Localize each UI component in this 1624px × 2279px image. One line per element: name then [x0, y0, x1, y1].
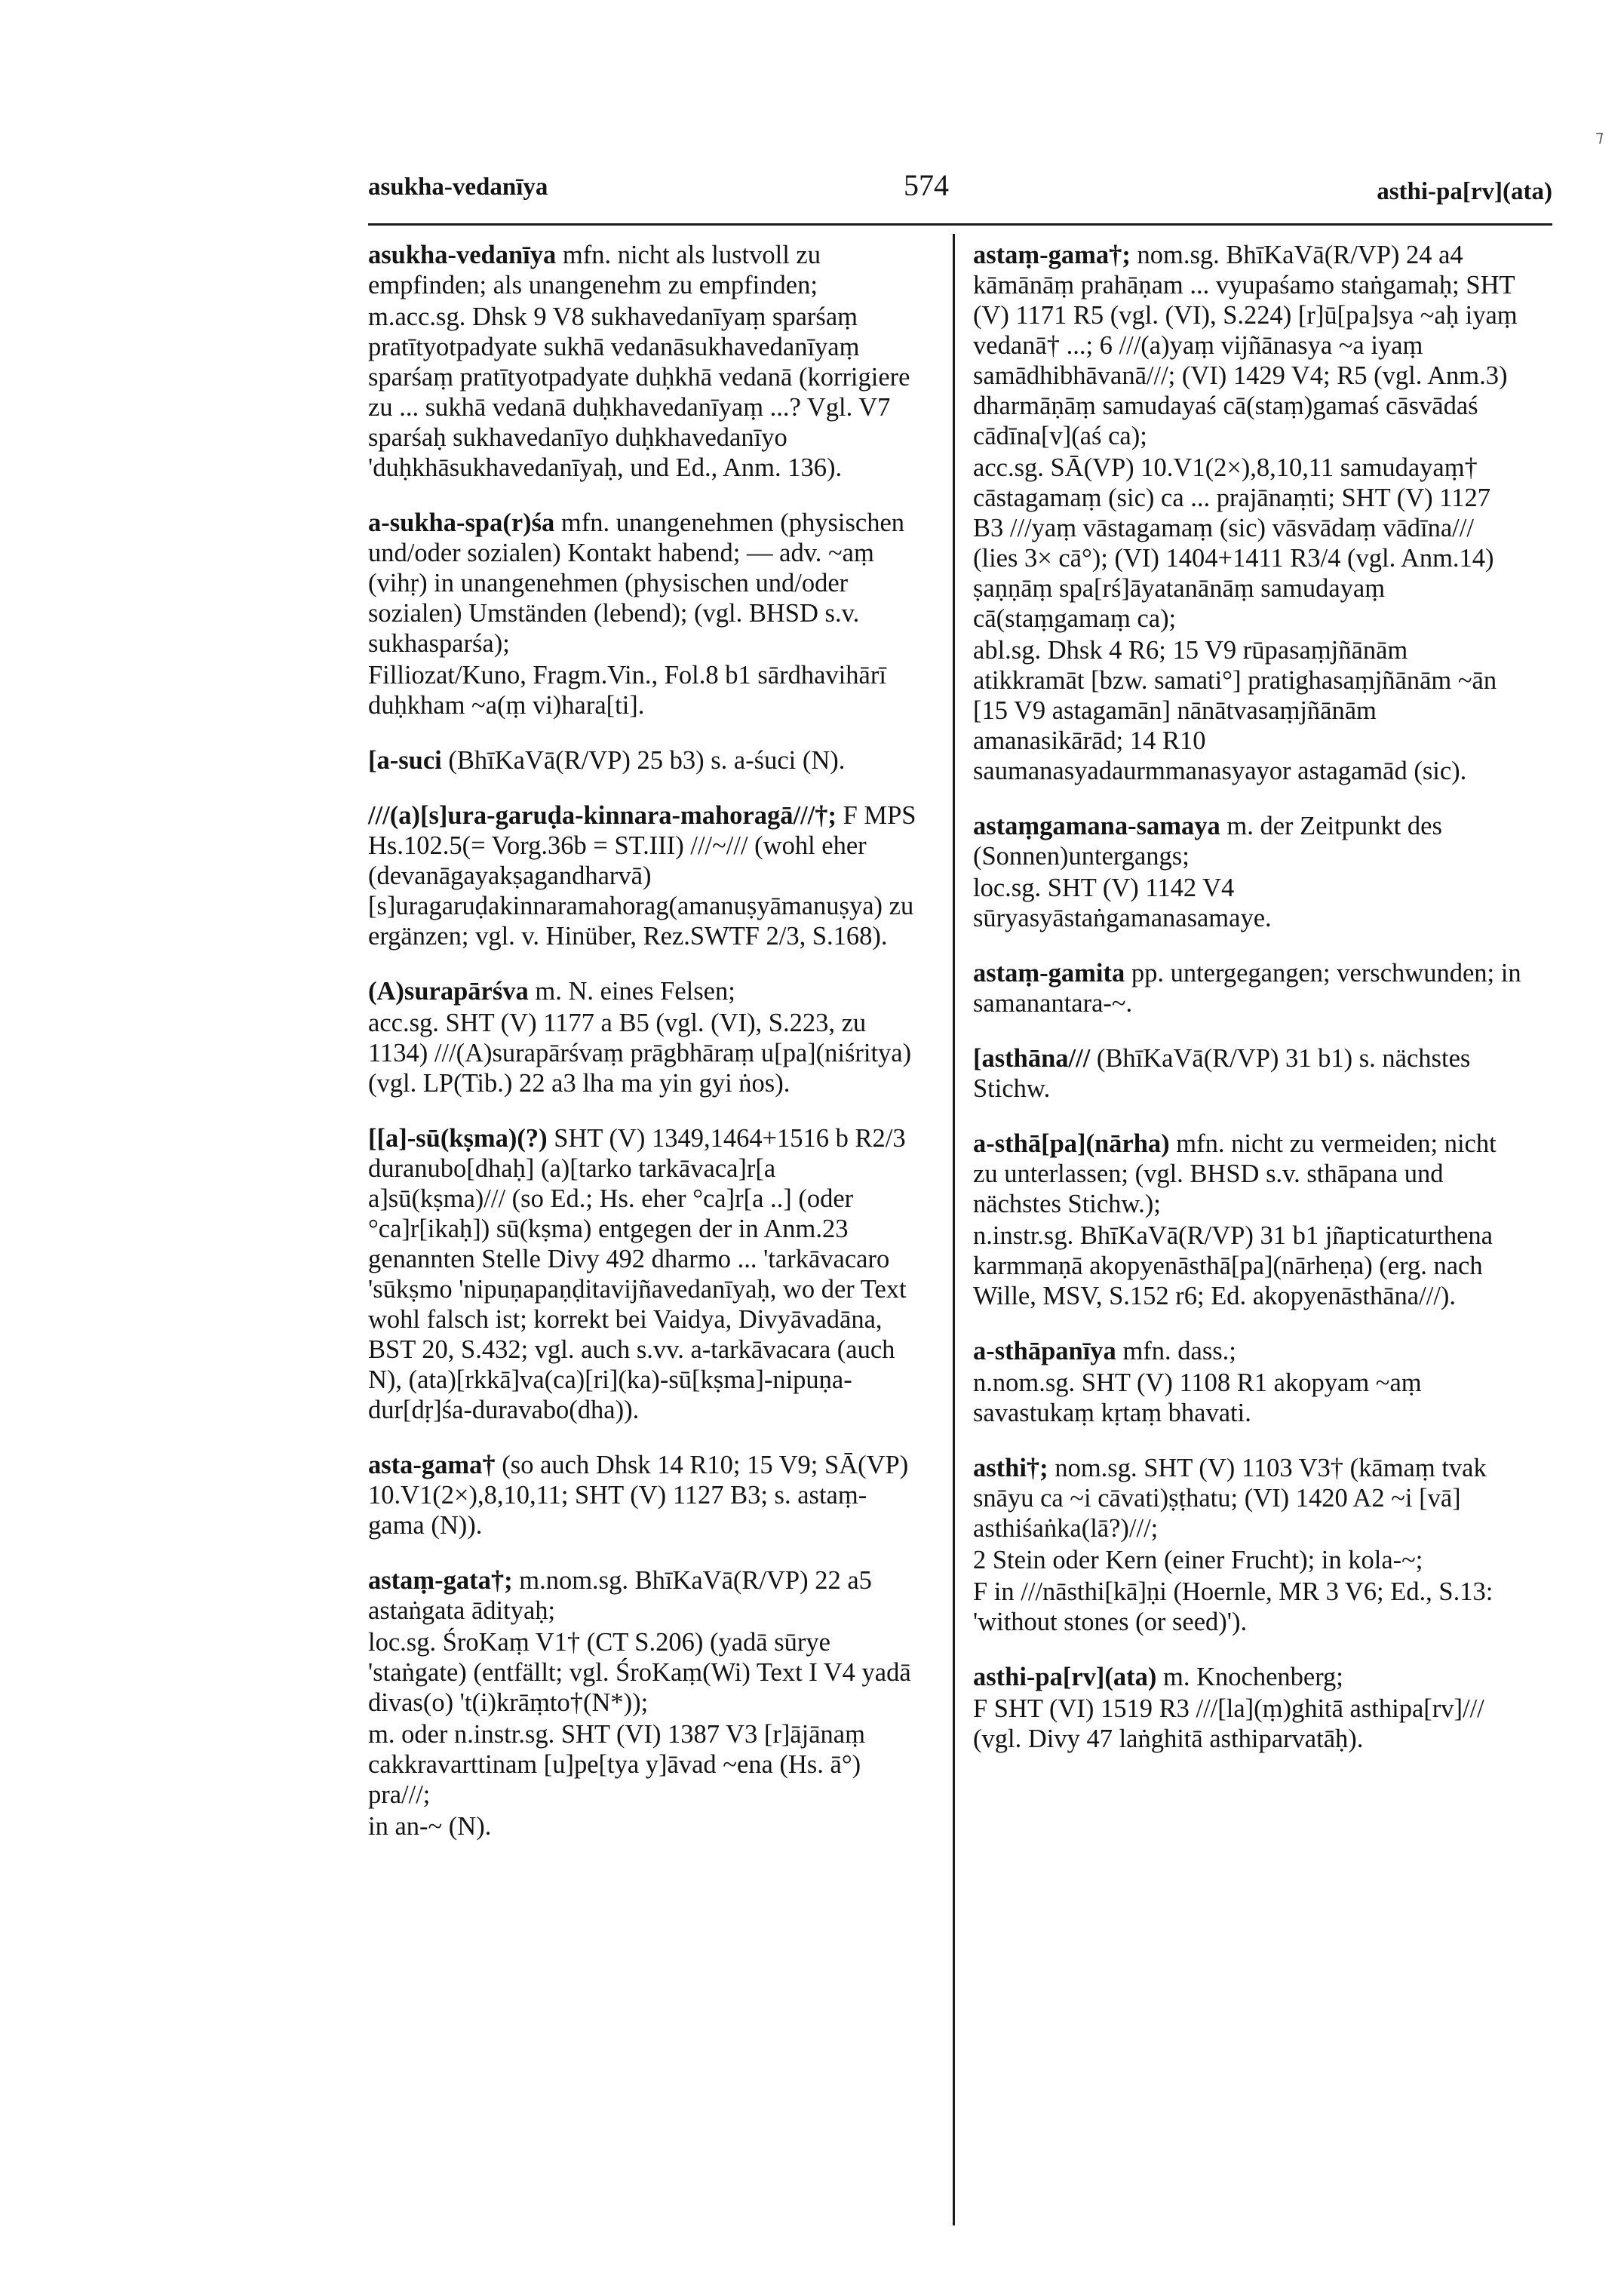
dictionary-entry	[368, 240, 917, 483]
dictionary-entry	[973, 1662, 1524, 1754]
right-column	[973, 240, 1524, 1779]
entry-citation	[368, 660, 917, 720]
entry-headword: [a-suci	[368, 746, 442, 775]
dictionary-entry	[368, 1450, 917, 1540]
entry-definition	[973, 1129, 1524, 1219]
entry-text: F MPS Hs.102.5(= Vorg.36b = ST.III) ///~/// (wohl eher (devanāgayakṣagandharvā)[s]uragaruḍakinnaramahorag(amanuṣyāmanuṣya) zu ergänzen; vgl. v. Hinüber, Rez.SWTF 2/3, S.168).	[368, 801, 916, 951]
entry-definition	[973, 1336, 1524, 1366]
entry-citation	[973, 1221, 1524, 1311]
entry-text: mfn. unangenehmen (physischen und/oder sozialen) Kontakt habend; — adv. ~aṃ (vihṛ) in unangenehmen (physischen und/oder sozialen) Umständen (lebend); (vgl. BHSD s.v. sukhasparśa);	[368, 508, 905, 658]
entry-headword: asukha-vedanīya	[368, 241, 557, 269]
entry-text: (BhīKaVā(R/VP) 25 b3) s. a-śuci (N).	[448, 746, 846, 775]
entry-definition	[973, 1453, 1524, 1543]
dictionary-entry	[973, 1453, 1524, 1637]
entry-text: (so auch Dhsk 14 R10; 15 V9; SĀ(VP) 10.V1(2×),8,10,11; SHT (V) 1127 B3; s. astaṃ-gama (N)).	[368, 1451, 909, 1540]
header-left-headword: asukha-vedanīya	[368, 174, 548, 201]
entry-citation	[368, 1719, 917, 1810]
entry-text: nom.sg. SHT (V) 1103 V3† (kāmaṃ tvak snāyu ca ~i cāvati)ṣṭhatu; (VI) 1420 A2 ~i [vā] asthiśaṅka(lā?)///;	[973, 1454, 1487, 1543]
column-divider	[953, 234, 955, 2225]
running-header	[368, 167, 1552, 213]
dictionary-entry	[973, 1129, 1524, 1311]
entry-headword: a-sukha-spa(r)śa	[368, 508, 555, 537]
entry-definition	[973, 240, 1524, 451]
entry-text: (BhīKaVā(R/VP) 31 b1) s. nächstes Stichw.	[973, 1044, 1471, 1103]
entry-citation	[973, 1545, 1524, 1575]
entry-headword: astaṃ-gama†;	[973, 241, 1131, 269]
entry-text: nom.sg. BhīKaVā(R/VP) 24 a4 kāmānāṃ prahāṇam ... vyupaśamo staṅgamaḥ; SHT (V) 1171 R5 (vgl. (VI), S.224) [r]ū[pa]sya ~aḥ iyaṃ vedanā† ...; 6 ///(a)yaṃ vijñānasya ~a iyaṃ samādhibhāvanā///; (VI) 1429 V4; R5 (vgl. Anm.3) dharmāṇāṃ samudayaś cā(staṃ)gamaś cāsvādaś cādīna[v](aś ca);	[973, 241, 1518, 450]
page-number: 574	[904, 168, 949, 202]
corner-mark: ⁊	[1595, 127, 1604, 146]
dictionary-entry	[973, 958, 1524, 1018]
entry-text: in an-~ (N).	[368, 1812, 492, 1841]
entry-text: F in ///nāsthi[kā]ṇi (Hoernle, MR 3 V6; Ed., S.13: 'without stones (or seed)').	[973, 1577, 1494, 1636]
left-column	[368, 240, 917, 1866]
entry-text: pp. untergegangen; verschwunden; in samanantara-~.	[973, 959, 1521, 1018]
entry-headword: ///(a)[s]ura-garuḍa-kinnara-mahoragā///†;	[368, 801, 837, 830]
entry-text: mfn. nicht als lustvoll zu empfinden; als unangenehm zu empfinden;	[368, 241, 821, 299]
entry-text: mfn. dass.;	[1122, 1337, 1236, 1365]
dictionary-entry	[368, 1123, 917, 1425]
entry-headword: asthi†;	[973, 1454, 1048, 1482]
entry-text: m. der Zeitpunkt des (Sonnen)untergangs;	[973, 812, 1442, 871]
entry-citation	[368, 302, 917, 483]
entry-text: loc.sg. SHT (V) 1142 V4 sūryasyāstaṅgamanasamaye.	[973, 874, 1272, 932]
entry-text: m.acc.sg. Dhsk 9 V8 sukhavedanīyaṃ sparśaṃ pratītyotpadyate sukhā vedanāsukhavedanīyaṃ sparśaṃ pratītyotpadyate duḥkhā vedanā (korrigiere zu ... sukhā vedanā duḥkhavedanīyaṃ ...? Vgl. V7 sparśaḥ sukhavedanīyo duḥkhavedanīyo 'duḥkhāsukhavedanīyaḥ, und Ed., Anm. 136).	[368, 303, 910, 482]
entry-definition	[368, 1450, 917, 1540]
entry-text: acc.sg. SHT (V) 1177 a B5 (vgl. (VI), S.223, zu 1134) ///(A)surapārśvaṃ prāgbhāraṃ u[pa](niśritya) (vgl. LP(Tib.) 22 a3 lha ma yin gyi ṅos).	[368, 1009, 912, 1098]
entry-headword: astaṃ-gamita	[973, 959, 1125, 987]
entry-citation	[368, 1811, 917, 1841]
entry-text: mfn. nicht zu vermeiden; nicht zu unterlassen; (vgl. BHSD s.v. sthāpana und nächstes Stichw.);	[973, 1129, 1497, 1218]
entry-definition	[973, 1662, 1524, 1692]
entry-text: F SHT (VI) 1519 R3 ///[la](ṃ)ghitā asthipa[rv]/// (vgl. Divy 47 laṅghitā asthiparvatāḥ).	[973, 1694, 1484, 1753]
entry-headword: astaṃ-gata†;	[368, 1566, 513, 1595]
entry-text: 2 Stein oder Kern (einer Frucht); in kola-~;	[973, 1546, 1423, 1574]
entry-definition	[368, 976, 917, 1006]
entry-definition	[368, 240, 917, 300]
entry-text: m. Knochenberg;	[1163, 1663, 1343, 1691]
entry-citation	[973, 1577, 1524, 1637]
entry-text: loc.sg. ŚroKaṃ V1† (CT S.206) (yadā sūrye 'staṅgate) (entfällt; vgl. ŚroKaṃ(Wi) Text I V4 yadā divas(o) 't(i)krāṃto†(N*));	[368, 1628, 911, 1717]
entry-citation	[973, 1368, 1524, 1428]
entry-text: m.nom.sg. BhīKaVā(R/VP) 22 a5 astaṅgata ādityaḥ;	[368, 1566, 872, 1625]
entry-citation	[973, 635, 1524, 786]
dictionary-entry	[368, 976, 917, 1098]
entry-definition	[368, 1565, 917, 1626]
entry-headword: [asthāna///	[973, 1044, 1091, 1073]
entry-definition	[368, 745, 917, 776]
entry-definition	[368, 800, 917, 951]
dictionary-entry	[973, 1043, 1524, 1104]
entry-text: m. N. eines Felsen;	[535, 977, 735, 1006]
entry-definition	[973, 811, 1524, 871]
header-right-headword: asthi-pa[rv](ata)	[1377, 178, 1552, 205]
entry-headword: a-sthāpanīya	[973, 1337, 1116, 1365]
entry-text: n.instr.sg. BhīKaVā(R/VP) 31 b1 jñapticaturthena karmmaṇā akopyenāsthā[pa](nārheṇa) (erg. nach Wille, MSV, S.152 r6; Ed. akopyenāsthāna///).	[973, 1221, 1493, 1310]
header-rule	[368, 223, 1552, 226]
entry-text: abl.sg. Dhsk 4 R6; 15 V9 rūpasaṃjñānām atikkramāt [bzw. samati°] pratighasaṃjñānām ~ān [15 V9 astagamān] nānātvasaṃjñānām amanasikārād; 14 R10 saumanasyadaurmmanasyayor astagamād (sic).	[973, 636, 1497, 785]
entry-definition	[973, 958, 1524, 1018]
dictionary-entry	[368, 1565, 917, 1841]
dictionary-entry	[973, 240, 1524, 786]
entry-definition	[368, 1123, 917, 1425]
dictionary-entry	[973, 811, 1524, 933]
entry-headword: [[a]-sū(kṣma)(?)	[368, 1124, 548, 1153]
entry-definition	[973, 1043, 1524, 1104]
entry-citation	[368, 1008, 917, 1098]
entry-text: n.nom.sg. SHT (V) 1108 R1 akopyam ~aṃ savastukaṃ kṛtaṃ bhavati.	[973, 1368, 1422, 1427]
entry-citation	[368, 1627, 917, 1718]
entry-citation	[973, 873, 1524, 933]
entry-headword: a-sthā[pa](nārha)	[973, 1129, 1170, 1158]
entry-definition	[368, 508, 917, 659]
dictionary-entry	[368, 508, 917, 720]
entry-text: acc.sg. SĀ(VP) 10.V1(2×),8,10,11 samudayaṃ† cāstagamaṃ (sic) ca ... prajānaṃti; SHT (V) 1127 B3 ///yaṃ vāstagamaṃ (sic) vāsvādaṃ vādīna/// (lies 3× cā°); (VI) 1404+1411 R3/4 (vgl. Anm.14) ṣaṇṇāṃ spa[rś]āyatanānāṃ samudayaṃ cā(staṃgamaṃ ca);	[973, 453, 1494, 633]
entry-headword: (A)surapārśva	[368, 977, 529, 1006]
dictionary-entry	[368, 745, 917, 776]
dictionary-entry	[973, 1336, 1524, 1428]
entry-text: SHT (V) 1349,1464+1516 b R2/3 duranubo[dhaḥ] (a)[tarko tarkāvaca]r[a a]sū(kṣma)/// (so Ed.; Hs. eher °ca]r[a ..] (oder °ca]r[ikaḥ]) sū(kṣma) entgegen der in Anm.23 genannten Stelle Divy 492 dharmo ... 'tarkāvacaro 'sūkṣmo 'nipuṇapaṇḍitavijñavedanīyaḥ, wo der Text wohl falsch ist; korrekt bei Vaidya, Divyāvadāna, BST 20, S.432; vgl. auch s.vv. a-tarkāvacara (auch N), (ata)[rkkā]va(ca)[ri](ka)-sū[kṣma]-nipuṇa-dur[dṛ]śa-duravabo(dha)).	[368, 1124, 907, 1424]
entry-headword: asthi-pa[rv](ata)	[973, 1663, 1157, 1691]
entry-citation	[973, 1694, 1524, 1754]
entry-headword: astaṃgamana-samaya	[973, 812, 1220, 840]
entry-text: Filliozat/Kuno, Fragm.Vin., Fol.8 b1 sārdhavihārī duḥkham ~a(ṃ vi)hara[ti].	[368, 661, 886, 720]
entry-citation	[973, 453, 1524, 634]
dictionary-entry	[368, 800, 917, 951]
entry-text: m. oder n.instr.sg. SHT (VI) 1387 V3 [r]ājānaṃ cakkravarttinam [u]pe[tya y]āvad ~ena (Hs. ā°) pra///;	[368, 1720, 865, 1809]
entry-headword: asta-gama†	[368, 1451, 496, 1479]
